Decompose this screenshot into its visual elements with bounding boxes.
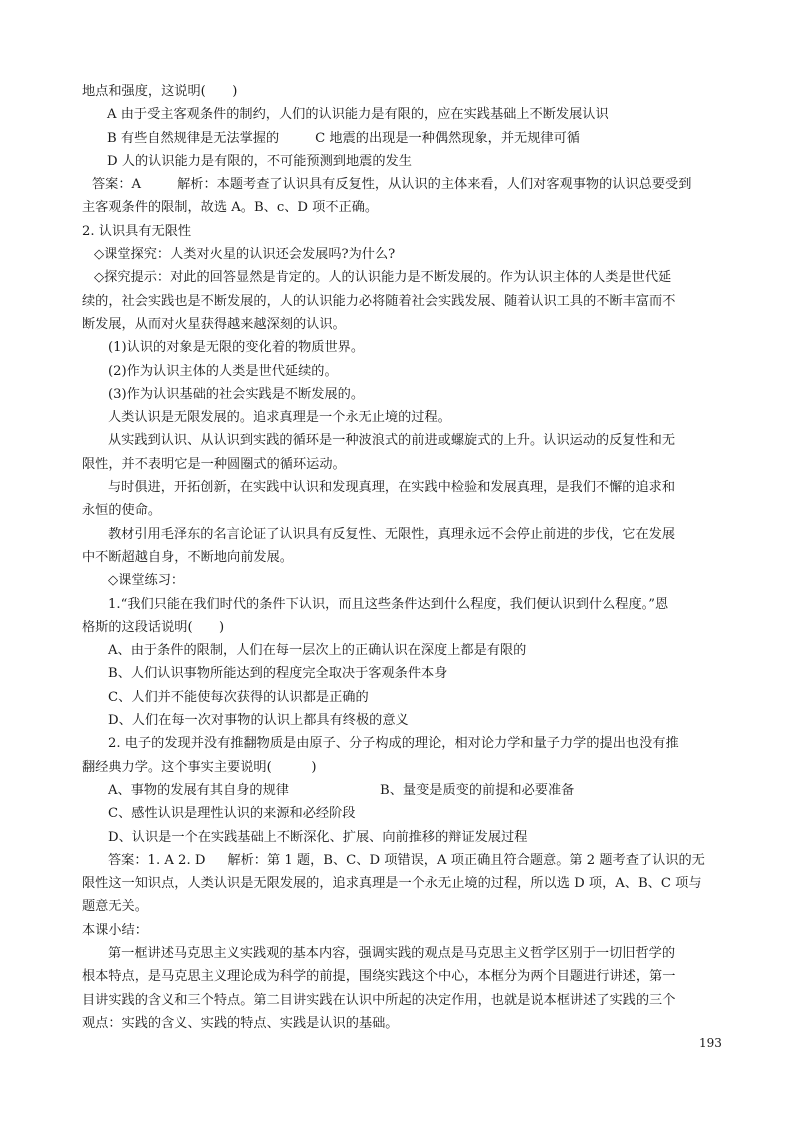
practice-q2: 2. 电子的发现并没有推翻物质是由原子、分子构成的理论，相对论力学和量子力学的提出也没有推 <box>108 736 679 752</box>
practice-answer-label: 答案：1. A 2. D <box>108 852 206 868</box>
practice-q2-option-b: B、量变是质变的前提和必要准备 <box>380 782 575 798</box>
paragraph-3-cont: 永恒的使命。 <box>82 503 162 519</box>
option-d: D 人的认识能力是有限的，不可能预测到地震的发生 <box>107 153 412 169</box>
paragraph-4-cont: 中不断超越自身，不断地向前发展。 <box>82 549 293 565</box>
practice-q2-option-a: A、事物的发展有其自身的规律 <box>108 782 289 798</box>
practice-q1: 1.“我们只能在我们时代的条件下认识，而且这些条件达到什么程度，我们便认识到什么程度。”恩 <box>108 596 669 612</box>
summary-line: 根本特点，是马克思主义理论成为科学的前提，围绕实践这个中心，本框分为两个目题进行讲述，第一 <box>82 969 676 985</box>
explore-point: (3)作为认识基础的社会实践是不断发展的。 <box>108 386 365 402</box>
paragraph-1: 人类认识是无限发展的。追求真理是一个永无止境的过程。 <box>108 410 451 426</box>
practice-q2-options-ab <box>82 779 722 802</box>
practice-answer-cont: 题意无关。 <box>82 899 148 915</box>
practice-answer <box>82 849 722 872</box>
practice-q1-option: D、人们在每一次对事物的认识上都具有终极的意义 <box>108 713 409 729</box>
paragraph-2: 从实践到认识、从认识到实践的循环是一种波浪式的前进或螺旋式的上升。认识运动的反复性和无 <box>108 433 676 449</box>
option-b: B 有些自然规律是无法掌握的 <box>107 130 280 146</box>
explore-point: (2)作为认识主体的人类是世代延续的。 <box>108 363 338 379</box>
practice-q1-option: B、人们认识事物所能达到的程度完全取决于客观条件本身 <box>108 666 448 682</box>
paragraph-2-cont: 限性，并不表明它是一种圆圈式的循环运动。 <box>82 456 346 472</box>
answer-1 <box>82 173 722 196</box>
summary-line: 观点：实践的含义、实践的特点、实践是认识的基础。 <box>82 1015 399 1031</box>
page-number: 193 <box>699 1036 722 1050</box>
document-page <box>82 80 722 1035</box>
practice-q2-option-d: D、认识是一个在实践基础上不断深化、扩展、向前推移的辩证发展过程 <box>108 829 528 845</box>
option-c: C 地震的出现是一种偶然现象，并无规律可循 <box>315 130 580 146</box>
paragraph-4: 教材引用毛泽东的名言论证了认识具有反复性、无限性，真理永远不会停止前进的步伐，它在发展 <box>108 526 676 542</box>
explore-hint-line: 续的，社会实践也是不断发展的，人的认识能力必将随着社会实践发展、随着认识工具的不断丰富而不 <box>82 293 676 309</box>
summary-line: 第一框讲述马克思主义实践观的基本内容，强调实践的观点是马克思主义哲学区别于一切旧哲学的 <box>108 945 676 961</box>
practice-answer-cont: 限性这一知识点，人类认识是无限发展的，追求真理是一个永无止境的过程，所以选 D 项，A、B、C 项与 <box>82 876 702 892</box>
paragraph-3: 与时俱进，开拓创新，在实践中认识和发现真理，在实践中检验和发展真理，是我们不懈的追求和 <box>108 480 676 496</box>
option-b-c <box>82 127 722 150</box>
practice-q1-option: A、由于条件的限制，人们在每一层次上的正确认识在深度上都是有限的 <box>108 643 527 659</box>
practice-q2-cont: 翻经典力学。这个事实主要说明( ) <box>82 759 317 775</box>
answer-1-analysis: 解析：本题考查了认识具有反复性，从认识的主体来看，人们对客观事物的认识总要受到 <box>177 177 692 193</box>
practice-title: ◇课堂练习： <box>108 573 185 589</box>
practice-q2-option-c: C、感性认识是理性认识的来源和必经阶段 <box>108 806 356 822</box>
explore-hint-line: 断发展，从而对火星获得越来越深刻的认识。 <box>82 316 346 332</box>
option-a: A 由于受主客观条件的制约，人们的认识能力是有限的，应在实践基础上不断发展认识 <box>107 107 609 123</box>
summary-line: 目讲实践的含义和三个特点。第二目讲实践在认识中所起的决定作用，也就是说本框讲述了实践的三个 <box>82 992 676 1008</box>
answer-1-label: 答案：A <box>92 177 142 193</box>
explore-point: (1)认识的对象是无限的变化着的物质世界。 <box>108 340 365 356</box>
practice-q1-option: C、人们并不能使每次获得的认识都是正确的 <box>108 689 369 705</box>
practice-q1-cont: 格斯的这段话说明( ) <box>82 619 225 635</box>
explore-hint-line: ◇探究提示：对此的回答显然是肯定的。人的认识能力是不断发展的。作为认识主体的人类是世代延 <box>94 270 672 286</box>
question-stem-tail: 地点和强度，这说明( ) <box>82 84 238 99</box>
answer-1-cont: 主客观条件的限制，故选 A。B、c、D 项不正确。 <box>82 200 379 216</box>
explore-question: ◇课堂探究：人类对火星的认识还会发展吗?为什么? <box>94 247 396 263</box>
section-heading: 2. 认识具有无限性 <box>82 223 192 239</box>
practice-answer-analysis: 解析：第 1 题，B、C、D 项错误，A 项正确且符合题意。第 2 题考查了认识的无 <box>227 852 705 868</box>
summary-title: 本课小结： <box>82 922 148 938</box>
